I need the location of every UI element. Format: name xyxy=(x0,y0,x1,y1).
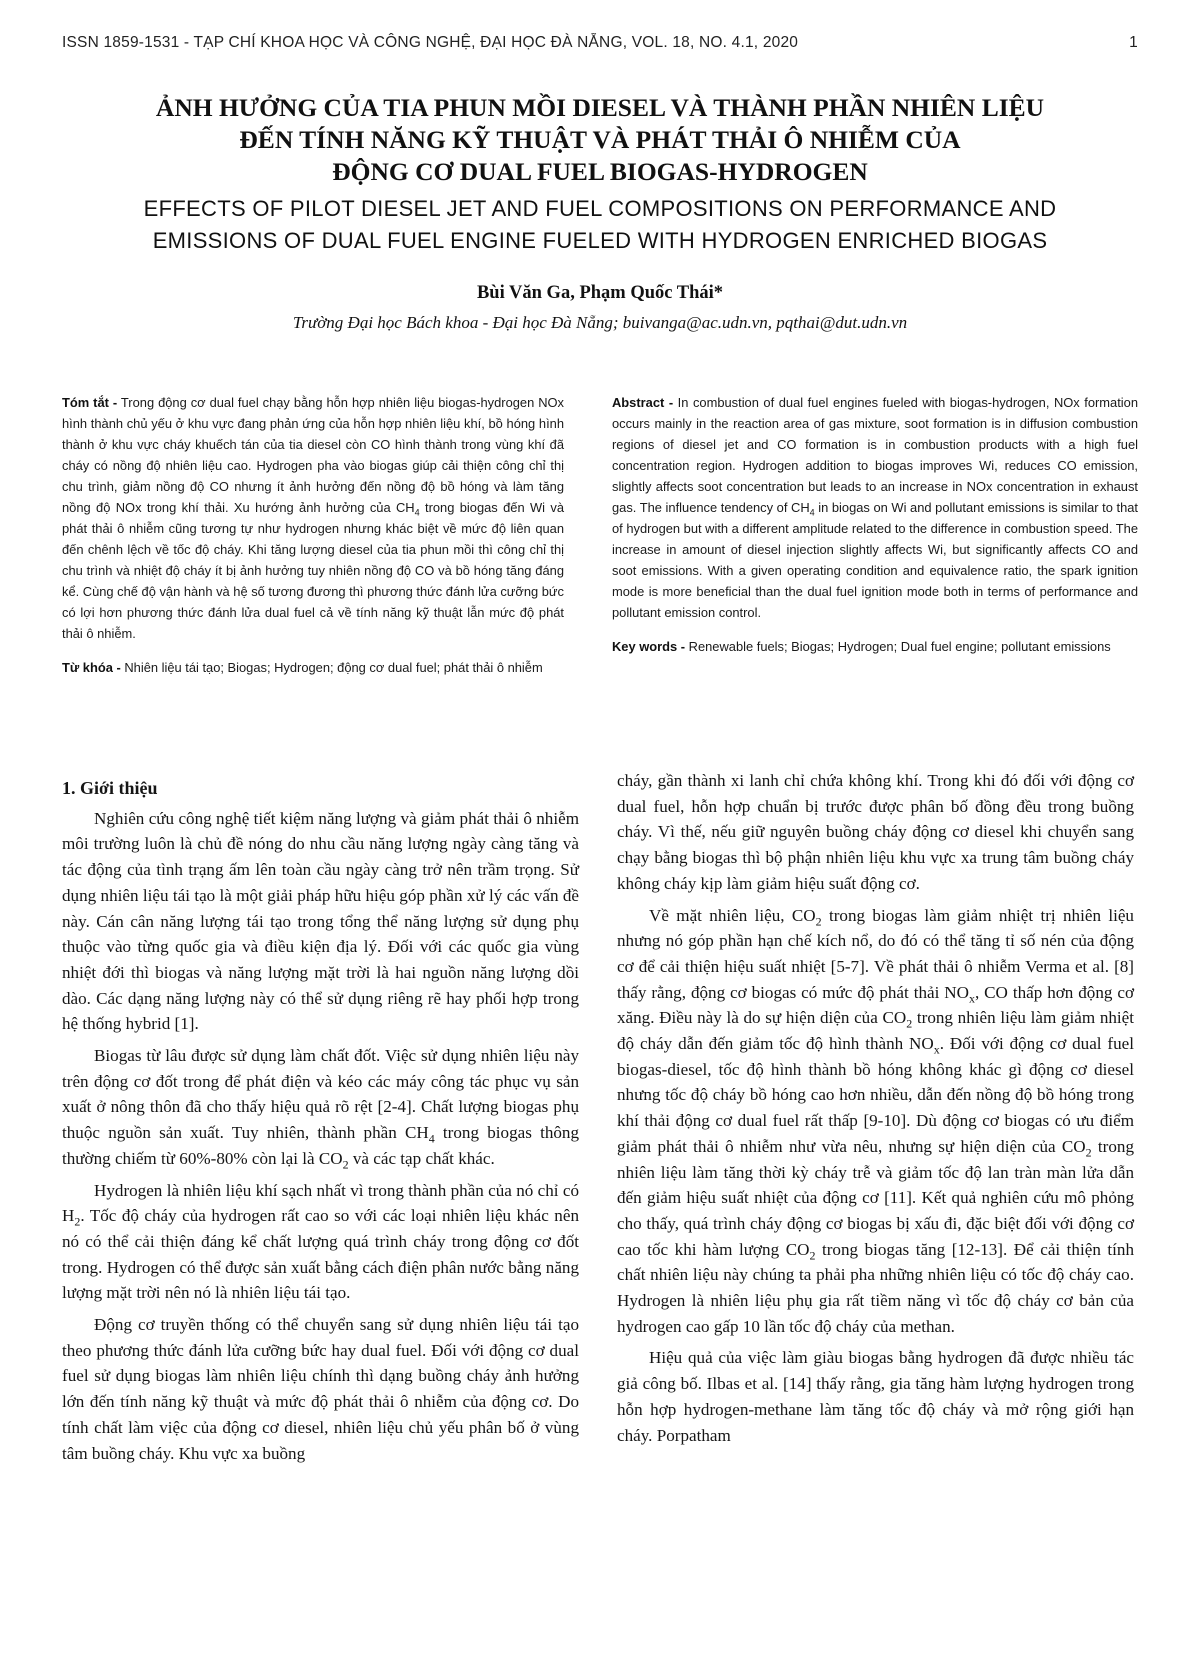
abstract-vn-part: trong biogas đến Wi và phát thải ô nhiễm cũng tương tự như hydrogen nhưng khác biệt về mức độ liên quan đến chênh lệch về tốc độ cháy. Khi tăng lượng diesel của tia phun mồi thì công chỉ thị chu trình và nhiệt độ cháy ít bị ảnh hưởng tuy nhiên nồng độ CO và bồ hóng tăng đáng kể. Cùng chế độ vận hành và hệ số tương đương thì phương thức đánh lửa cưỡng bức có lợi hơn phương thức đánh lửa dual fuel cả về tính năng kỹ thuật lẫn mức độ phát thải ô nhiễm. xyxy=(62,500,565,641)
text-run: trong biogas tăng [12-13]. Để cải thiện tính chất nhiên liệu này chúng ta phải pha những nhiên liệu có tốc độ cháy cao. Hydrogen là nhiên liệu phụ gia rất tiềm năng vì tốc độ cháy cơ bản của hydrogen cao gấp 10 lần tốc độ cháy của methan. xyxy=(617,1239,1134,1336)
page-number: 1 xyxy=(1129,34,1138,51)
subscript: x xyxy=(933,1042,940,1057)
keywords-vietnamese xyxy=(62,657,564,678)
paragraph xyxy=(62,1043,579,1172)
abstract-vietnamese xyxy=(62,392,564,678)
text-run: trong nhiên liệu làm tăng thời kỳ cháy trễ và giảm tốc độ lan tràn màn lửa dẫn đến giảm hiệu suất nhiệt của động cơ [11]. Kết quả nghiên cứu mô phỏng cho thấy, quá trình cháy động cơ biogas bị xấu đi, đặc biệt đối với động cơ cao tốc khi hàm lượng CO xyxy=(617,1136,1134,1259)
paragraph: cháy, gần thành xi lanh chỉ chứa không khí. Trong khi đó đối với động cơ dual fuel, hỗn hợp chuẩn bị trước được phân bố đồng đều trong buồng cháy. Vì thế, nếu giữ nguyên buồng cháy động cơ diesel khi chuyển sang chạy bằng biogas thì bộ phận nhiên liệu khu vực xa trung tâm buồng cháy không cháy kịp làm giảm hiệu suất động cơ. xyxy=(617,771,1134,893)
subscript: 2 xyxy=(809,1248,816,1263)
abstract-english xyxy=(612,392,1138,657)
body-column-left xyxy=(62,768,579,1472)
journal-header: ISSN 1859-1531 - TẠP CHÍ KHOA HỌC VÀ CÔNG NGHỆ, ĐẠI HỌC ĐÀ NẴNG, VOL. 18, NO. 4.1, 2020 xyxy=(62,34,799,51)
text-run: . Đối với động cơ dual fuel biogas-diesel, tốc độ hình thành bồ hóng không khác gì động cơ diesel nhưng tốc độ cháy bồ hóng cao hơn nhiều, dẫn đến nồng độ bồ hóng trong khí thải động cơ dual fuel rất thấp [9-10]. Dù động cơ biogas có ưu điểm giảm phát thải ô nhiễm như vừa nêu, nhưng sự hiện diện của CO xyxy=(617,1034,1134,1156)
text-run: trong biogas thông thường chiếm từ 60%-80% còn lại là CO xyxy=(62,1123,580,1168)
text-run: Biogas từ lâu được sử dụng làm chất đốt. Việc sử dụng nhiên liệu này trên động cơ đốt trong để phát điện và kéo các máy công tác phục vụ sản xuất ở nông thôn đã cho thấy hiệu quả rõ rệt [2-4]. Chất lượng biogas phụ thuộc nguồn sản xuất. Tuy nhiên, thành phần CH xyxy=(62,1046,579,1143)
keywords-vn-label: Từ khóa - xyxy=(62,660,121,675)
abstract-en-text xyxy=(612,392,1138,623)
text-run: , CO thấp hơn động cơ xăng. Điều này là do sự hiện diện của CO xyxy=(617,982,1135,1028)
body-column-right xyxy=(617,768,1134,1454)
subscript: 2 xyxy=(815,913,822,928)
running-header xyxy=(62,34,1138,56)
abstract-vn-label: Tóm tắt - xyxy=(62,395,118,410)
text-run: Về mặt nhiên liệu, CO xyxy=(649,905,816,925)
text-run: . Tốc độ cháy của hydrogen rất cao so với các loại nhiên liệu khác nên nó có thể cải thiện đáng kể chất lượng quá trình cháy trong động cơ đốt trong. Hydrogen có thể được sản xuất bằng cách điện phân nước bằng năng lượng mặt trời nên nó là nhiên liệu tái tạo. xyxy=(62,1206,579,1303)
abstract-en-part: In combustion of dual fuel engines fueled with biogas-hydrogen, NOx formation occurs mainly in the reaction area of gas mixture, soot formation is in diffusion combustion regions of diesel jet and CO formation is in combustion products with a high fuel concentration region. Hydrogen addition to biogas improves Wi, reduces CO emission, slightly affects soot concentration but leads to an increase in NOx concentration in exhaust gas. The influence tendency of CH xyxy=(612,395,1138,515)
keywords-en-label: Key words - xyxy=(612,639,686,654)
title-vn-line: ĐỘNG CƠ DUAL FUEL BIOGAS-HYDROGEN xyxy=(332,157,868,186)
paragraph xyxy=(617,903,1134,1340)
abstract-en-label: Abstract - xyxy=(612,395,674,410)
subscript: 2 xyxy=(342,1157,349,1172)
title-vietnamese xyxy=(60,92,1140,188)
paragraph: Hiệu quả của việc làm giàu biogas bằng hydrogen đã được nhiều tác giả công bố. Ilbas et al. [14] thấy rằng, gia tăng hàm lượng hydrogen trong hỗn hợp hydrogen-methane làm tăng tốc độ cháy và mở rộng giới hạn cháy. Porpatham xyxy=(617,1348,1134,1445)
keywords-vn-text: Nhiên liệu tái tạo; Biogas; Hydrogen; động cơ dual fuel; phát thải ô nhiễm xyxy=(120,660,543,675)
subscript: 4 xyxy=(428,1131,435,1146)
subscript: 2 xyxy=(906,1016,913,1031)
subscript: 4 xyxy=(809,507,815,518)
abstract-en-part: in biogas on Wi and pollutant emissions is similar to that of hydrogen but with a different amplitude related to the difference in combustion speed. The increase in amount of diesel injection slightly affects Wi, but significantly affects CO and soot emissions. With a given operating condition and equivalence ratio, the spark ignition mode is more beneficial than the dual fuel ignition mode both in terms of performance and pollutant emission control. xyxy=(612,500,1138,620)
affiliation: Trường Đại học Bách khoa - Đại học Đà Nẵng; buivanga@ac.udn.vn, pqthai@dut.udn.vn xyxy=(292,313,908,332)
subscript: 2 xyxy=(74,1214,81,1229)
text-run: trong nhiên liệu làm giảm nhiệt độ cháy dẫn đến giảm tốc độ hình thành NO xyxy=(617,1008,1134,1054)
paragraph: Động cơ truyền thống có thể chuyển sang sử dụng nhiên liệu tái tạo theo phương thức đánh lửa cưỡng bức hay dual fuel. Đối với động cơ dual fuel sử dụng biogas làm nhiên liệu chính thì dạng buồng cháy ảnh hưởng lớn đến tính năng kỹ thuật và mức độ phát thải ô nhiễm của động cơ. Do tính chất làm việc của động cơ diesel, nhiên liệu chủ yếu phân bố ở vùng tâm buồng cháy. Khu vực xa buồng xyxy=(62,1315,579,1463)
subscript: 4 xyxy=(414,507,420,518)
text-run: trong biogas làm giảm nhiệt trị nhiên liệu nhưng nó góp phần hạn chế kích nổ, do đó có thể tăng tỉ số nén của động cơ để cải thiện hiệu suất nhiệt [5-7]. Về phát thải ô nhiễm Verma et al. [8] thấy rằng, động cơ biogas có mức độ phát thải NO xyxy=(617,905,1134,1002)
title-en-line: EFFECTS OF PILOT DIESEL JET AND FUEL COMPOSITIONS ON PERFORMANCE AND xyxy=(143,196,1057,221)
title-en-line: EMISSIONS OF DUAL FUEL ENGINE FUELED WITH HYDROGEN ENRICHED BIOGAS xyxy=(152,228,1048,253)
authors: Bùi Văn Ga, Phạm Quốc Thái* xyxy=(476,283,724,303)
title-vn-line: ĐẾN TÍNH NĂNG KỸ THUẬT VÀ PHÁT THẢI Ô NHIỄM CỦA xyxy=(239,125,961,154)
subscript: x xyxy=(968,991,975,1006)
abstract-vn-part: Trong động cơ dual fuel chạy bằng hỗn hợp nhiên liệu biogas-hydrogen NOx hình thành chủ yếu ở khu vực đang phản ứng của hỗn hợp nhiên liệu khí, bồ hóng hình thành ở khu vực cháy khuếch tán của tia diesel còn CO hình thành trong vùng khí đã cháy có nồng độ nhiên liệu cao. Hydrogen pha vào biogas giúp cải thiện công chỉ thị chu trình, giảm nồng độ CO nhưng ít ảnh hưởng đến nồng độ bồ hóng và làm tăng nồng độ NOx trong khí thải. Xu hướng ảnh hưởng của CH xyxy=(62,395,564,515)
text-run: và các tạp chất khác. xyxy=(348,1148,495,1168)
section-heading: 1. Giới thiệu xyxy=(62,778,158,798)
keywords-en-text: Renewable fuels; Biogas; Hydrogen; Dual fuel engine; pollutant emissions xyxy=(685,639,1111,654)
paragraph: Nghiên cứu công nghệ tiết kiệm năng lượng và giảm phát thải ô nhiễm môi trường luôn là chủ đề nóng do nhu cầu năng lượng ngày càng tăng và tác động của tình trạng ấm lên toàn cầu ngày càng trở nên trầm trọng. Sử dụng nhiên liệu tái tạo là một giải pháp hữu hiệu góp phần xử lý các vấn đề này. Cán cân năng lượng tái tạo trong tổng thể năng lượng sử dụng phụ thuộc vào từng quốc gia và điều kiện địa lý. Đối với các quốc gia vùng nhiệt đới thì biogas và năng lượng mặt trời là hai nguồn năng lượng dồi dào. Các dạng năng lượng này có thể sử dụng riêng rẽ hay phối hợp trong hệ thống hybrid [1]. xyxy=(62,808,579,1034)
text-run: Hydrogen là nhiên liệu khí sạch nhất vì trong thành phần của nó chỉ có H xyxy=(62,1180,579,1226)
title-vn-line: ẢNH HƯỞNG CỦA TIA PHUN MỒI DIESEL VÀ THÀNH PHẦN NHIÊN LIỆU xyxy=(155,93,1045,122)
keywords-english xyxy=(612,636,1138,657)
subscript: 2 xyxy=(1085,1145,1092,1160)
abstract-vn-text xyxy=(62,392,564,644)
paragraph xyxy=(62,1178,579,1307)
title-english xyxy=(60,193,1140,257)
